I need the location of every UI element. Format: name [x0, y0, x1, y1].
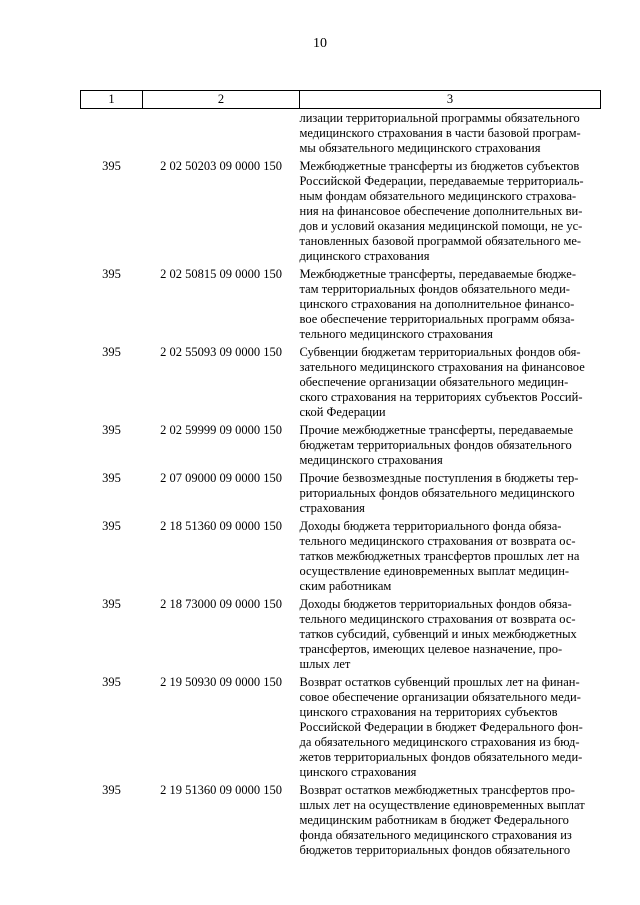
budget-classification-code: 2 02 50815 09 0000 150 — [160, 267, 282, 281]
text-line: тельного медицинского страхования — [299, 327, 493, 341]
budget-classification-code: 2 02 55093 09 0000 150 — [160, 345, 282, 359]
budget-classification-code: 2 07 09000 09 0000 150 — [160, 471, 282, 485]
admin-code: 395 — [102, 783, 121, 797]
text-line: трансфертов, имеющих целевое назначение, про- — [299, 642, 563, 656]
table-row — [81, 471, 601, 519]
text-line: ской Федерации — [299, 405, 386, 419]
table-row — [81, 597, 601, 675]
text-line: жетов территориальных фондов обязательного меди- — [299, 750, 583, 764]
budget-classification-code: 2 19 50930 09 0000 150 — [160, 675, 282, 689]
page-number: 10 — [313, 36, 327, 51]
text-line: осуществление единовременных выплат медицин- — [299, 564, 570, 578]
revenue-description — [300, 471, 601, 519]
table-row — [81, 267, 601, 345]
text-line: зательного медицинского страхования на финансовое — [299, 360, 585, 374]
revenue-description — [300, 675, 601, 783]
admin-code: 395 — [102, 267, 121, 281]
budget-classification-code: 2 19 51360 09 0000 150 — [160, 783, 282, 797]
text-line: Субвенции бюджетам территориальных фондов обя- — [299, 345, 581, 359]
text-line: дицинского страхования — [299, 249, 430, 263]
text-line: риториальных фондов обязательного медицинского — [299, 486, 575, 500]
text-line: Доходы бюджетов территориальных фондов обяза- — [299, 597, 572, 611]
column-header-3: 3 — [300, 91, 601, 109]
revenue-description — [300, 597, 601, 675]
text-line: ным фондам обязательного медицинского страхова- — [299, 189, 577, 203]
text-line: мы обязательного медицинского страхования — [299, 141, 541, 155]
text-line: медицинского страхования в части базовой програм- — [299, 126, 581, 140]
continuation-text — [300, 109, 601, 160]
text-line: цинского страхования — [299, 765, 417, 779]
table-row — [81, 345, 601, 423]
text-line: вое обеспечение территориальных программ обяза- — [299, 312, 575, 326]
text-line: цинского страхования на территориях субъектов — [299, 705, 558, 719]
admin-code: 395 — [102, 675, 121, 689]
text-line: Прочие межбюджетные трансферты, передаваемые — [299, 423, 574, 437]
column-header-1: 1 — [81, 91, 143, 109]
text-line: медицинским работникам в бюджет Федерального — [299, 813, 569, 827]
admin-code: 395 — [102, 597, 121, 611]
table-row — [81, 675, 601, 783]
admin-code: 395 — [102, 345, 121, 359]
text-line: тельного медицинского страхования от возврата ос- — [299, 612, 576, 626]
admin-code: 395 — [102, 159, 121, 173]
table-row — [81, 783, 601, 861]
revenue-description — [300, 783, 601, 861]
text-line: совое обеспечение организации обязательного меди- — [299, 690, 581, 704]
budget-classification-code: 2 02 50203 09 0000 150 — [160, 159, 282, 173]
budget-classification-code: 2 02 59999 09 0000 150 — [160, 423, 282, 437]
text-line: страхования — [299, 501, 365, 515]
text-line: Возврат остатков субвенций прошлых лет на финан- — [299, 675, 580, 689]
text-line: ского страхования на территориях субъектов Россий- — [299, 390, 583, 404]
column-header-2: 2 — [143, 91, 300, 109]
text-line: бюджетов территориальных фондов обязательного — [299, 843, 571, 857]
admin-code: 395 — [102, 519, 121, 533]
text-line: медицинского страхования — [299, 453, 443, 467]
revenue-description — [300, 345, 601, 423]
text-line: Межбюджетные трансферты, передаваемые бюдже- — [299, 267, 576, 281]
revenue-description — [300, 423, 601, 471]
table-row — [81, 519, 601, 597]
text-line: шлых лет на осуществление единовременных выплат — [299, 798, 585, 812]
text-line: дов и условий оказания медицинской помощи, не ус- — [299, 219, 583, 233]
budget-classification-table — [80, 90, 601, 861]
budget-classification-code: 2 18 73000 09 0000 150 — [160, 597, 282, 611]
text-line: Межбюджетные трансферты из бюджетов субъектов — [299, 159, 580, 173]
text-line: татков межбюджетных трансфертов прошлых лет на — [299, 549, 580, 563]
text-line: ния на финансовое обеспечение дополнительных ви- — [299, 204, 583, 218]
table-row — [81, 423, 601, 471]
text-line: Прочие безвозмездные поступления в бюджеты тер- — [299, 471, 579, 485]
text-line: Российской Федерации в бюджет Федерального фон- — [299, 720, 583, 734]
text-line: фонда обязательного медицинского страхования из — [299, 828, 572, 842]
text-line: шлых лет — [299, 657, 351, 671]
text-line: татков субсидий, субвенций и иных межбюджетных — [299, 627, 577, 641]
text-line: цинского страхования на дополнительное финансо- — [299, 297, 575, 311]
admin-code: 395 — [102, 423, 121, 437]
text-line: да обязательного медицинского страхования из бюд- — [299, 735, 580, 749]
revenue-description — [300, 519, 601, 597]
text-line: тельного медицинского страхования от возврата ос- — [299, 534, 576, 548]
text-line: Российской Федерации, передаваемые территориаль- — [299, 174, 584, 188]
continuation-row — [81, 109, 601, 160]
budget-classification-code: 2 18 51360 09 0000 150 — [160, 519, 282, 533]
text-line: Доходы бюджета территориального фонда обяза- — [299, 519, 562, 533]
text-line: бюджетам территориальных фондов обязательного — [299, 438, 572, 452]
revenue-description — [300, 267, 601, 345]
table-row — [81, 159, 601, 267]
revenue-description — [300, 159, 601, 267]
admin-code: 395 — [102, 471, 121, 485]
text-line: там территориальных фондов обязательного меди- — [299, 282, 570, 296]
table-header-row — [81, 91, 601, 109]
text-line: тановленных базовой программой обязательного ме- — [299, 234, 582, 248]
text-line: Возврат остатков межбюджетных трансфертов про- — [299, 783, 575, 797]
text-line: обеспечение организации обязательного медицин- — [299, 375, 569, 389]
text-line: ским работникам — [299, 579, 392, 593]
text-line: лизации территориальной программы обязательного — [299, 111, 580, 125]
